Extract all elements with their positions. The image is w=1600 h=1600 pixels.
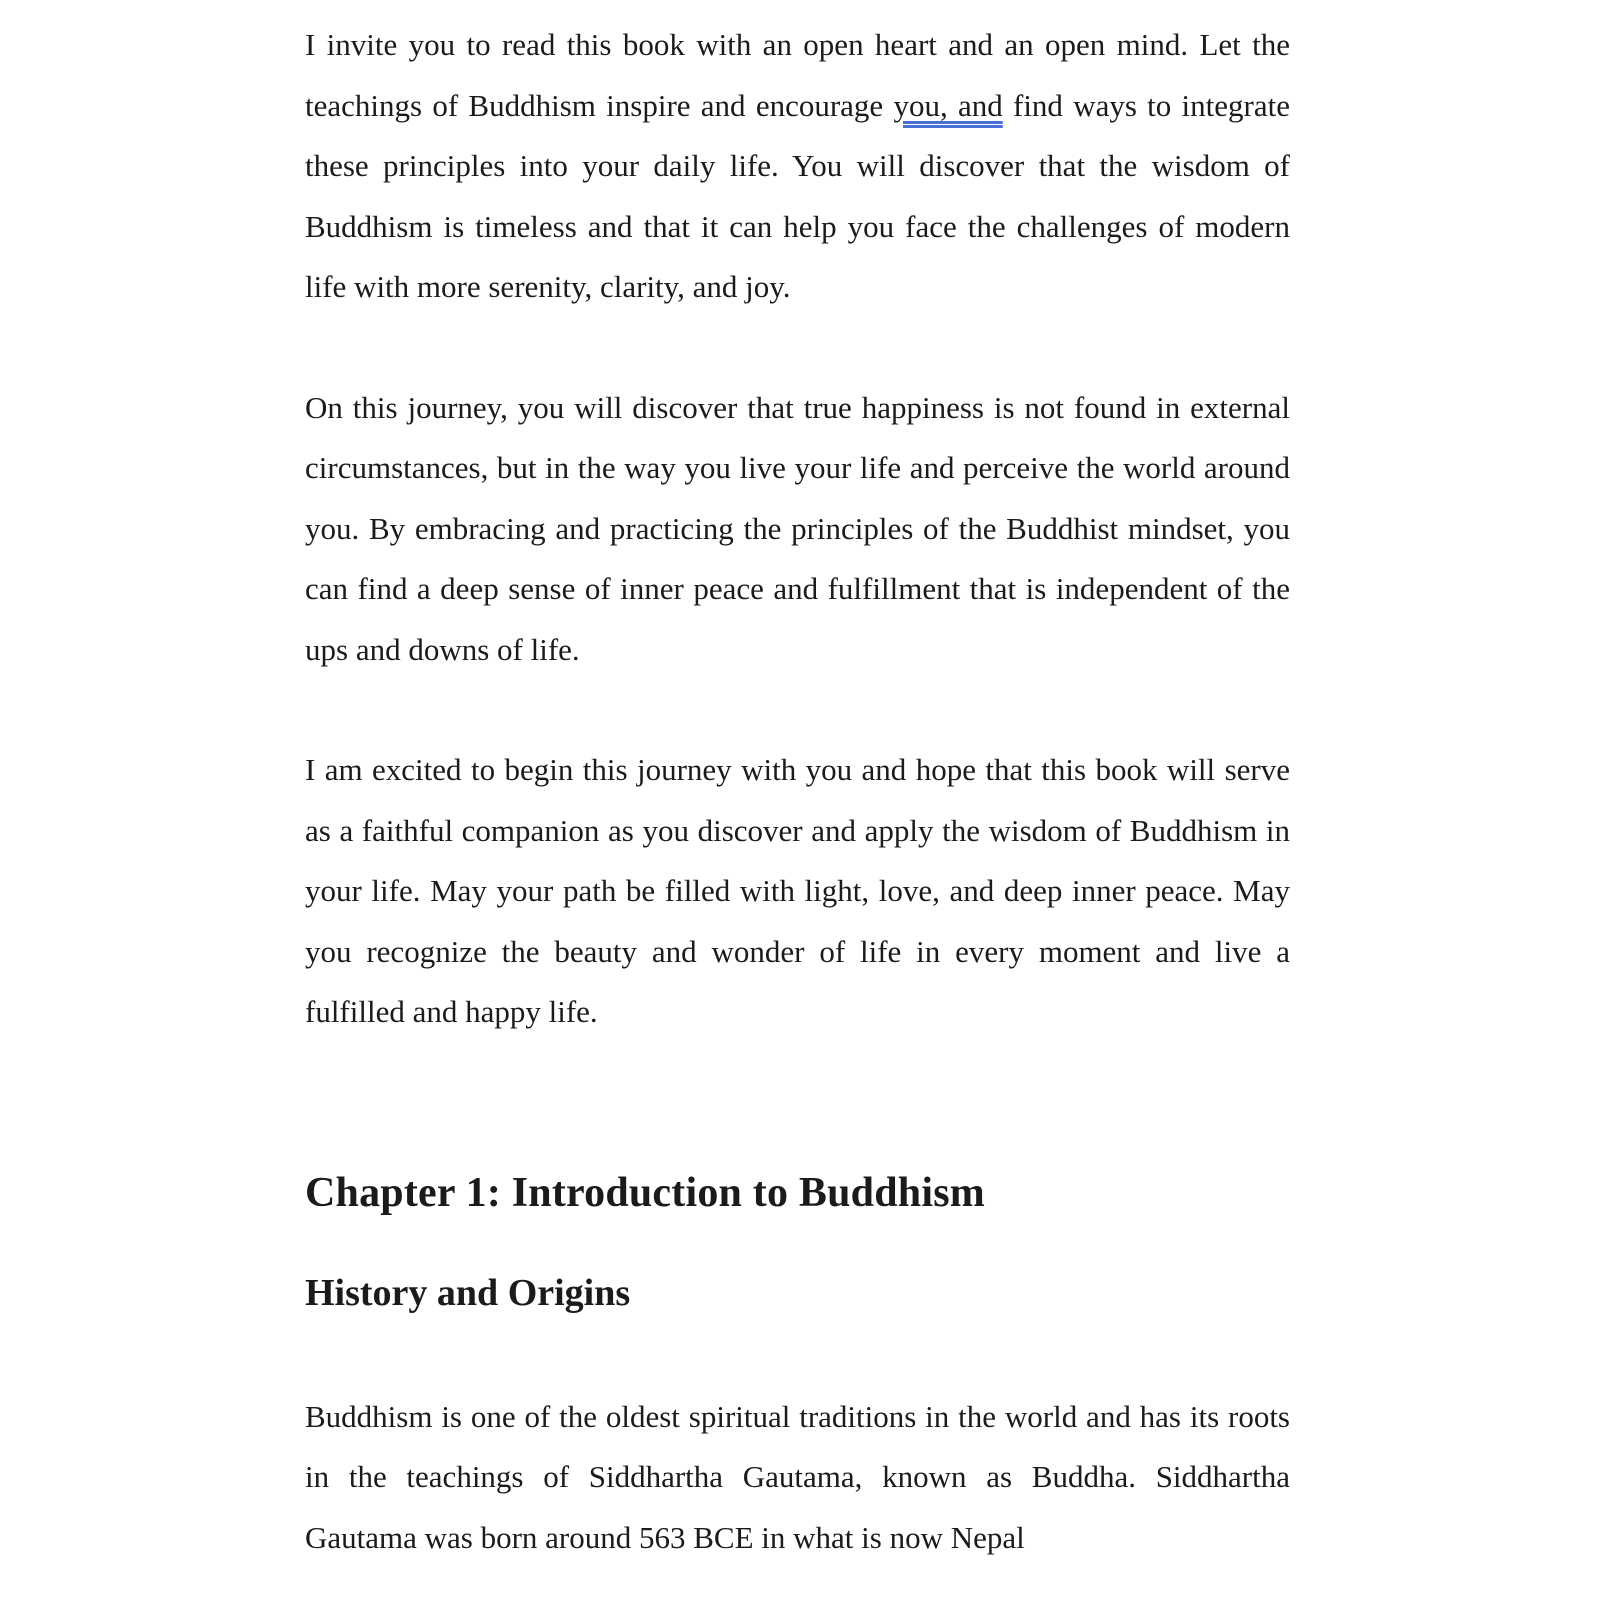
chapter-heading: Chapter 1: Introduction to Buddhism <box>305 1169 985 1216</box>
body-paragraph-journey: On this journey, you will discover that true happiness is not found in external circumstances, but in the way you live your life and perceive the world around you. By embracing and practicing the principles of the Buddhist mindset, you can find a deep sense of inner peace and fulfillment that is independent of the ups and downs of life. <box>305 389 1290 667</box>
section-heading: History and Origins <box>305 1271 631 1314</box>
body-paragraph-history: Buddhism is one of the oldest spiritual traditions in the world and has its roots in the teachings of Siddhartha Gautama, known as Buddha. Siddhartha Gautama was born around 563 BCE in what is now Nepal <box>305 1398 1290 1555</box>
body-paragraph-excited: I am excited to begin this journey with you and hope that this book will serve as a faithful companion as you discover and apply the wisdom of Buddhism in your life. May your path be filled with light, love, and deep inner peace. May you recognize the beauty and wonder of life in every moment and live a fulfilled and happy life. <box>305 752 1290 1029</box>
paragraph-text-before: I invite you to read this book with an open heart and an open mind. Let the teachings of Buddhism inspire and encourage <box>305 27 1290 123</box>
document-page <box>305 15 1290 1568</box>
grammar-suggestion-underline[interactable]: you, and <box>893 87 1003 123</box>
body-paragraph-invite <box>305 15 1290 318</box>
paragraph-text-after: find ways to integrate these principles into your daily life. You will discover that the wisdom of Buddhism is timeless and that it can help you face the challenges of modern life with more serenity, clarity, and joy. <box>305 87 1290 304</box>
